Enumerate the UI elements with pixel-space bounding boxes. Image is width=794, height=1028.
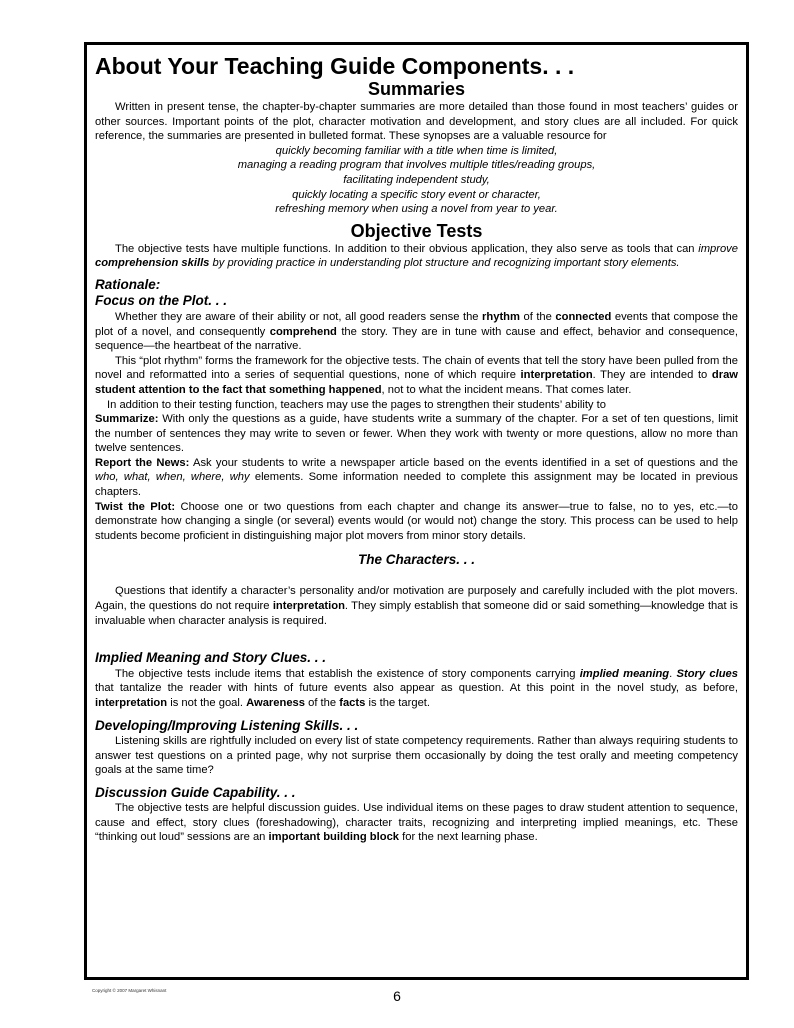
objective-tests-heading: Objective Tests — [350, 220, 483, 241]
implied-meaning-heading: Implied Meaning and Story Clues. . . — [95, 650, 327, 666]
summaries-list-item: refreshing memory when using a novel from year to year. — [275, 203, 558, 216]
discussion-guide-paragraph: The objective tests are helpful discussion guides. Use individual items on these pages to draw student attention to sequence, cause and effect, story clues (foreshadowing), character traits, recognizing and interpreting implied meanings, etc. These “thinking out loud” sessions are an important building block for the next learning phase. — [95, 802, 738, 844]
summaries-list-item: quickly locating a specific story event or character, — [292, 188, 541, 201]
listening-skills-paragraph: Listening skills are rightfully included on every list of state competency requirements. Rather than always requiring students to answer test questions on a printed page, why not surprise them occasionally by doing the test orally and meeting competency goals at the same time? — [95, 735, 738, 777]
summaries-list-item: managing a reading program that involves multiple titles/reading groups, — [237, 159, 596, 172]
discussion-guide-heading: Discussion Guide Capability. . . — [95, 784, 296, 800]
summaries-list-item: facilitating independent study, — [343, 173, 490, 186]
objective-tests-paragraph: The objective tests have multiple functions. In addition to their obvious application, they also serve as tools that can improve comprehension skills by providing practice in understanding plot structure and recognizing important story elements. — [95, 242, 738, 270]
focus-plot-paragraph-3: In addition to their testing function, teachers may use the pages to strengthen their students’ ability to — [107, 398, 606, 411]
twist-plot-paragraph: Twist the Plot: Choose one or two questions from each chapter and change its answer—true to false, no to yes, etc.—to demonstrate how changing a single (or several) events would (or would not) change the story. This process can be used to help students become proficient in distinguishing major plot movers from minor story details. — [95, 500, 738, 542]
report-news-paragraph: Report the News: Ask your students to write a newspaper article based on the events identified in a set of questions and the who, what, when, where, why elements. Some information needed to complete this assignment may be located in previous chapters. — [95, 456, 739, 499]
page-frame — [84, 42, 749, 980]
focus-plot-paragraph-1: Whether they are aware of their ability or not, all good readers sense the rhythm of the connected events that compose the plot of a novel, and consequently comprehend the story. They are in tune with cause and effect, behavior and consequence, sequence—the heartbeat of the narrative. — [95, 310, 739, 353]
rationale-heading: Rationale: — [95, 276, 161, 292]
focus-plot-heading: Focus on the Plot. . . — [95, 293, 228, 309]
implied-meaning-paragraph: The objective tests include items that establish the existence of story components carrying implied meaning. Story clues that tantalize the reader with hints of future events also appear as question. At this point in the novel study, as before, interpretation is not the goal. Awareness of the facts is the target. — [95, 667, 738, 709]
focus-plot-paragraph-2: This “plot rhythm” forms the framework for the objective tests. The chain of events that tell the story have been pulled from the novel and reformatted into a series of sequential questions, none of which require interpretation. They are intended to draw student attention to the fact that something happened, not to what the incident means. That comes later. — [95, 354, 738, 396]
page-title: About Your Teaching Guide Components. . . — [95, 53, 575, 79]
summaries-heading: Summaries — [367, 79, 466, 99]
listening-skills-heading: Developing/Improving Listening Skills. . . — [95, 717, 359, 733]
copyright-notice: Copyright © 2007 Margaret Whisnant — [92, 988, 167, 993]
summaries-intro: Written in present tense, the chapter-by-chapter summaries are more detailed than those found in most teachers’ guides or other sources. Important points of the plot, character motivation and development, and story clues are all included. For quick reference, the summaries are presented in bulleted format. These synopses are a valuable resource for — [95, 101, 738, 143]
characters-heading: The Characters. . . — [357, 552, 476, 568]
summaries-list — [95, 144, 738, 217]
page-number: 6 — [393, 988, 401, 1004]
summarize-paragraph: Summarize: With only the questions as a guide, have students write a summary of the chapter. For a set of ten questions, limit the number of sentences they may write to seven or fewer. When they work with twenty or more questions, allow no more than twelve sentences. — [95, 413, 738, 455]
summaries-list-item: quickly becoming familiar with a title when time is limited, — [275, 144, 558, 157]
characters-paragraph: Questions that identify a character’s personality and/or motivation are purposely and carefully included with the plot movers. Again, the questions do not require interpretation. They simply establish that someone did or said something—knowledge that is invaluable when character analysis is required. — [95, 585, 738, 627]
